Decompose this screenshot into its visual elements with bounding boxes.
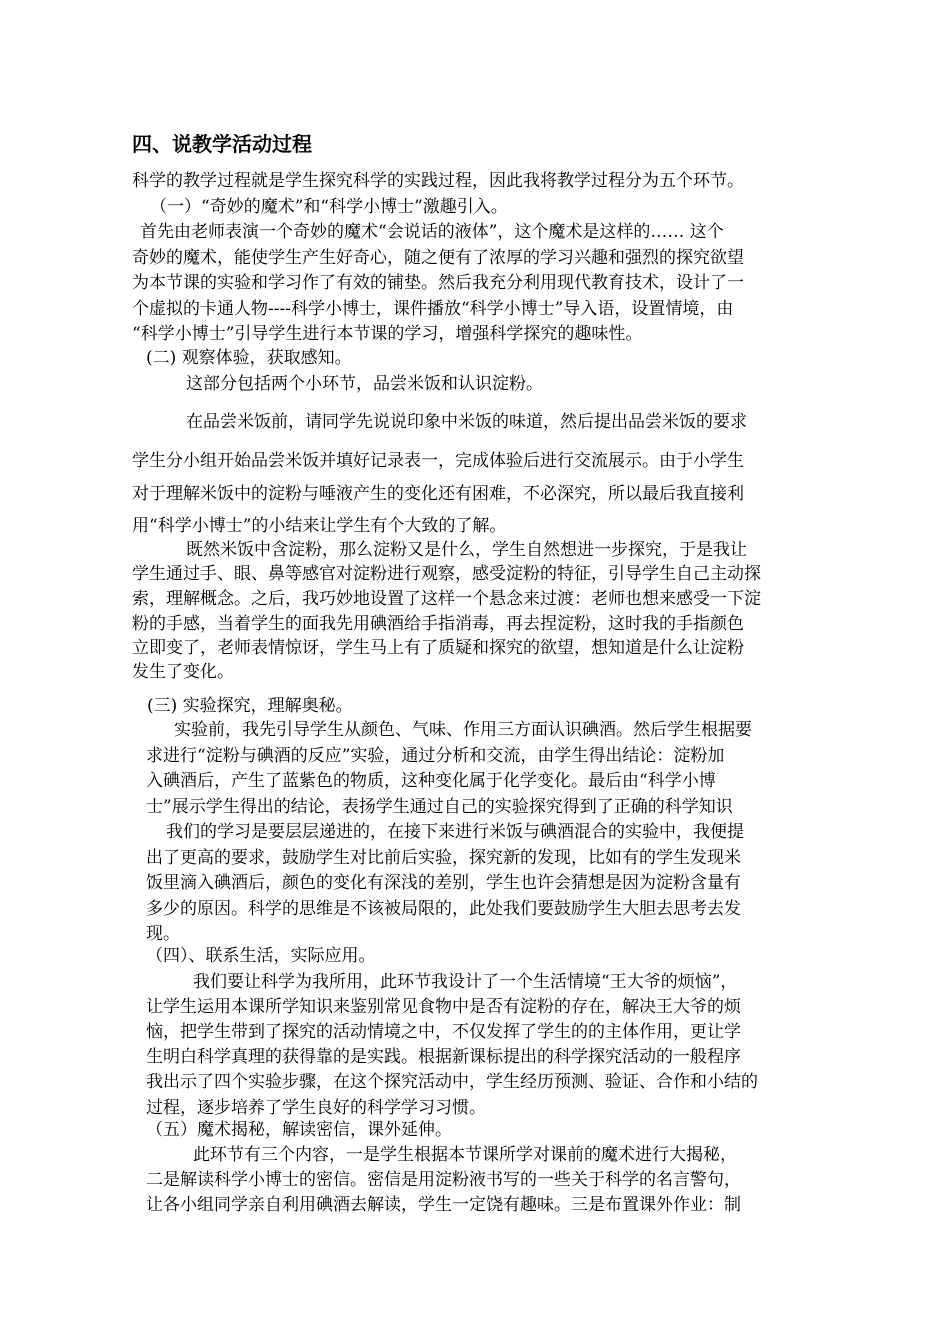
section-2-heading: (二) 观察体验，获取感知。 [146, 348, 352, 368]
paragraph-line: 学生通过手、眼、鼻等感官对淀粉进行观察，感受淀粉的特征，引导学生自己主动探 [132, 564, 761, 584]
paragraph-line: 实验前，我先引导学生从颜色、气味、作用三方面认识碘酒。然后学生根据要 [174, 720, 752, 740]
paragraph-line: 入碘酒后，产生了蓝紫色的物质，这种变化属于化学变化。最后由“科学小博 [146, 771, 716, 791]
section-3-heading: (三) 实验探究，理解奥秘。 [147, 696, 353, 716]
paragraph-line: 让学生运用本课所学知识来鉴别常见食物中是否有淀粉的存在，解决王大爷的烦 [146, 997, 741, 1017]
paragraph-line: 发生了变化。 [132, 662, 234, 682]
paragraph-line: “科学小博士”引导学生进行本节课的学习，增强科学探究的趣味性。 [132, 324, 643, 344]
paragraph-line: 用“科学小博士”的小结来让学生有个大致的了解。 [132, 516, 507, 536]
paragraph-line: 恼，把学生带到了探究的活动情境之中，不仅发挥了学生的的主体作用，更让学 [146, 1022, 741, 1042]
paragraph-line: 既然米饭中含淀粉，那么淀粉又是什么，学生自然想进一步探究，于是我让 [186, 540, 747, 560]
paragraph-line: 首先由老师表演一个奇妙的魔术“会说话的液体”，这个魔术是这样的…… 这个 [140, 222, 724, 242]
intro-line: 科学的教学过程就是学生探究科学的实践过程，因此我将教学过程分为五个环节。 [132, 171, 744, 191]
paragraph-line: 此环节有三个内容，一是学生根据本节课所学对课前的魔术进行大揭秘， [193, 1145, 737, 1165]
paragraph-line: 过程，逐步培养了学生良好的科学学习习惯。 [146, 1098, 486, 1118]
paragraph-line: 出了更高的要求，鼓励学生对比前后实验，探究新的发现，比如有的学生发现米 [146, 848, 741, 868]
section-1-heading: （一）“奇妙的魔术”和“科学小博士”激趣引入。 [150, 197, 508, 217]
section-5-heading: （五）魔术揭秘，解读密信，课外延伸。 [146, 1120, 452, 1140]
paragraph-line: 现。 [146, 924, 180, 944]
paragraph-line: 求进行“淀粉与碘酒的反应”实验，通过分析和交流，由学生得出结论：淀粉加 [146, 746, 725, 766]
paragraph-line: 粉的手感，当着学生的面我先用碘酒给手指消毒，再去捏淀粉，这时我的手指颜色 [132, 614, 744, 634]
section-title: 四、说教学活动过程 [132, 132, 312, 156]
paragraph-line: 多少的原因。科学的思维是不该被局限的，此处我们要鼓励学生大胆去思考去发 [146, 899, 741, 919]
paragraph-line: 我出示了四个实验步骤，在这个探究活动中，学生经历预测、验证、合作和小结的 [146, 1072, 758, 1092]
section-4-heading: （四）、联系生活，实际应用。 [146, 946, 376, 966]
paragraph-line: 奇妙的魔术，能使学生产生好奇心，随之便有了浓厚的学习兴趣和强烈的探究欲望 [132, 248, 744, 268]
paragraph-line: 在品尝米饭前，请同学先说说印象中米饭的味道，然后提出品尝米饭的要求 [186, 412, 747, 432]
paragraph-line: 我们的学习是要层层递进的，在接下来进行米饭与碘酒混合的实验中，我便提 [166, 822, 744, 842]
paragraph-line: 学生分小组开始品尝米饭并填好记录表一，完成体验后进行交流展示。由于小学生 [132, 451, 744, 471]
paragraph-line: 二是解读科学小博士的密信。密信是用淀粉液书写的一些关于科学的名言警句， [146, 1170, 741, 1190]
paragraph-line: 我们要让科学为我所用，此环节我设计了一个生活情境“王大爷的烦恼”， [193, 972, 738, 992]
paragraph-line: 索，理解概念。之后，我巧妙地设置了这样一个悬念来过渡：老师也想来感受一下淀 [132, 589, 761, 609]
paragraph-line: 这部分包括两个小环节，品尝米饭和认识淀粉。 [186, 374, 543, 394]
paragraph-line: 饭里滴入碘酒后，颜色的变化有深浅的差别，学生也许会猜想是因为淀粉含量有 [146, 873, 741, 893]
paragraph-line: 士”展示学生得出的结论，表扬学生通过自己的实验探究得到了正确的科学知识 [146, 797, 733, 817]
paragraph-line: 为本节课的实验和学习作了有效的铺垫。然后我充分利用现代教育技术，设计了一 [132, 273, 744, 293]
paragraph-line: 立即变了，老师表情惊讶，学生马上有了质疑和探究的欲望，想知道是什么让淀粉 [132, 638, 744, 658]
paragraph-line: 让各小组同学亲自利用碘酒去解读，学生一定饶有趣味。三是布置课外作业：制 [146, 1195, 741, 1215]
paragraph-line: 个虚拟的卡通人物----科学小博士，课件播放“科学小博士”导入语，设置情境，由 [132, 299, 734, 319]
paragraph-line: 生明白科学真理的获得靠的是实践。根据新课标提出的科学探究活动的一般程序 [146, 1047, 741, 1067]
paragraph-line: 对于理解米饭中的淀粉与唾液产生的变化还有困难，不必深究，所以最后我直接利 [132, 484, 744, 504]
